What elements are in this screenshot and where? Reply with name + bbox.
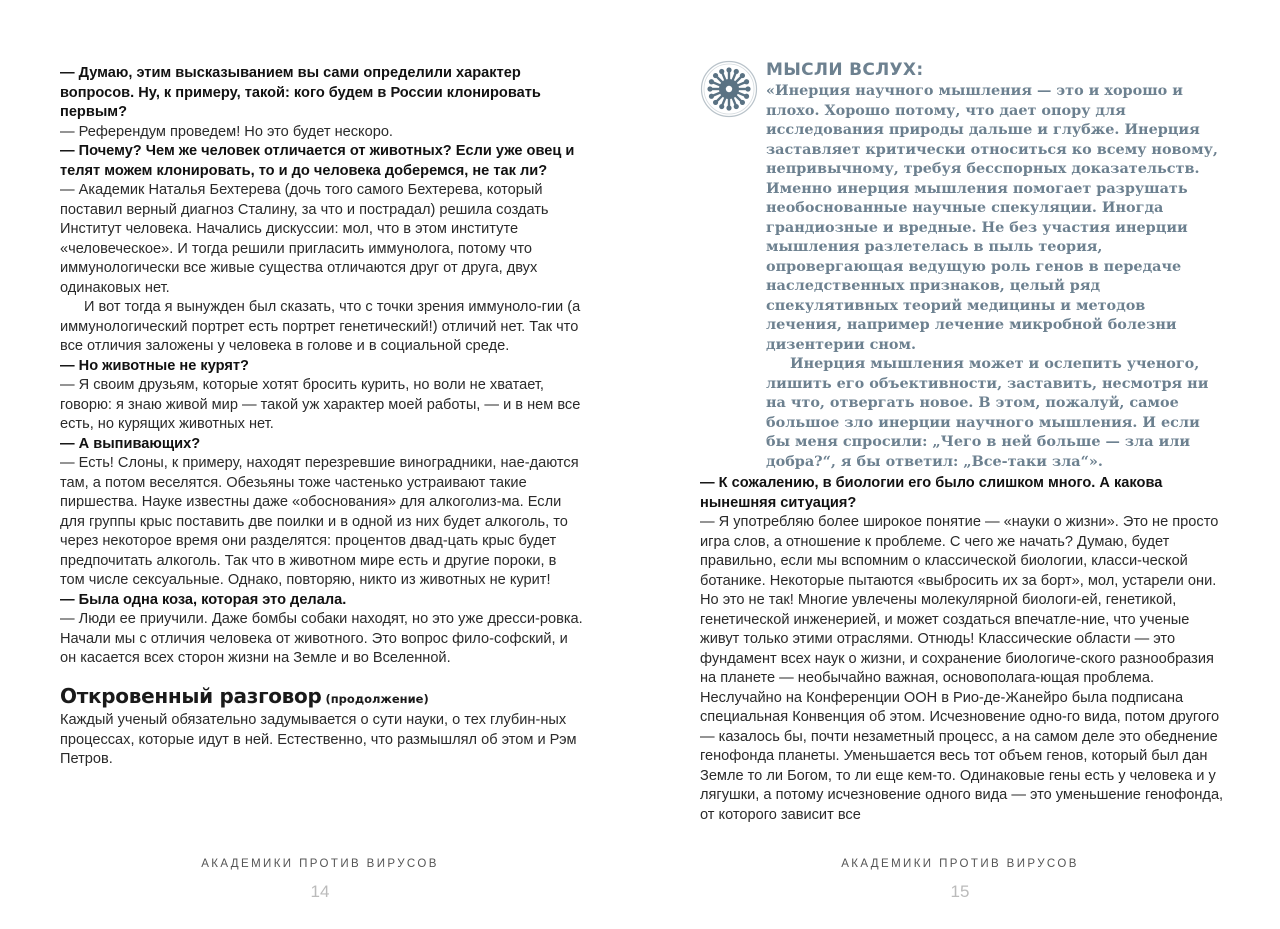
emblem-spike-tip <box>719 69 724 74</box>
interview-answer: — Есть! Слоны, к примеру, находят перезревшие виноградники, нае-даются там, а потом веселятся. Обезьяны тоже частенько устраивают такие пиршества. Науке известны даже «обоснования» для алкоголиз-ма. Если для группы крыс поставить две поилки и в одной из них будет алкоголь, то через некоторое время они разделятся: процентов двад-цать крыс будет предпочитать алкоголь. Так что в животном мире есть и другие пороки, в том числе сексуальные. Однако, повторяю, никто из животных не курит! <box>60 455 579 588</box>
right-page <box>640 0 1280 929</box>
emblem-spike-tip <box>713 100 718 105</box>
running-title: АКАДЕМИКИ ПРОТИВ ВИРУСОВ <box>841 858 1079 870</box>
interview-answer: — Я употребляю более широкое понятие — «науки о жизни». Это не просто игра слов, а отношение к проблеме. С чего же начать? Думаю, будет правильно, если мы вспомним о классической биологии, класси-ческой ботанике. Некоторые пытаются «выбросить их за борт», мол, устарели они. Но это не так! Многие увлечены молекулярной биологи-ей, генетикой, генетической инженерией, и может создаться впечатле-ние, что ученые живут только этими отраслями. Отнюдь! Классические области — это фундамент всех наук о жизни, и сохранение биологиче-ского разнообразия на планете — необычайно важная, основополага-ющая проблема. Неслучайно на Конференции ООН в Рио-де-Жанейро была подписана специальная Конвенция об этом. Исчезновение одно-го вида, потом другого — казалось бы, почти незаметный процесс, а на самом деле это обеднение генофонда планеты. Уменьшается весь тот объем генов, который был дан Земле то ли Богом, то ли еще кем-то. Одинаковые гены есть у человека и у лягушки, а потому исчезновение одного вида — это уменьшение генофонда, от которого зависит все <box>700 514 1224 823</box>
section-heading <box>60 683 585 710</box>
running-title: АКАДЕМИКИ ПРОТИВ ВИРУСОВ <box>201 858 439 870</box>
emblem-spike-tip <box>719 104 724 109</box>
right-text-column <box>700 474 1225 825</box>
virus-emblem-icon <box>700 60 758 118</box>
interview-answer: — Я своим друзьям, которые хотят бросить курить, но воли не хватает, говорю: я знаю живой мир — такой уж характер моей работы, — и в нем все есть, но курящих животных нет. <box>60 377 581 432</box>
interview-question: — Была одна коза, которая это делала. <box>60 591 347 608</box>
emblem-spike-tip <box>734 104 739 109</box>
page-number: 15 <box>950 882 970 901</box>
interview-question: — А выпивающих? <box>60 435 201 452</box>
left-after-heading <box>60 711 585 770</box>
page-number: 14 <box>310 882 330 901</box>
sidebar-body <box>766 60 1225 471</box>
emblem-spike-tip <box>734 69 739 74</box>
interview-answer: — Референдум проведем! Но это будет нескоро. <box>60 123 393 140</box>
interview-question: — К сожалению, в биологии его было слишком много. А какова нынешняя ситуация? <box>700 475 1163 511</box>
interview-question: — Но животные не курят? <box>60 357 249 374</box>
interview-question: — Думаю, этим высказыванием вы сами определили характер вопросов. Ну, к примеру, такой: кого будем в России клонировать первым? <box>60 65 541 120</box>
interview-answer: — Люди ее приучили. Даже бомбы собаки находят, но это уже дресси-ровка. Начали мы с отличия человека от животного. Это вопрос фило-софский, и он касается всех сторон жизни на Земле и во Вселенной. <box>60 611 583 666</box>
right-dialogue <box>700 474 1225 825</box>
emblem-spike-tip <box>709 94 714 99</box>
interview-answer: И вот тогда я вынужден был сказать, что с точки зрения иммуноло-гии (а иммунологический портрет есть портрет генетический!) отличий нет. Так что все отличия заложены у человека в голове и в социальной среде. <box>60 299 581 354</box>
sidebar-quote-paragraph: «Инерция научного мышления — это и хорошо и плохо. Хорошо потому, что дает опору для исследования природы дальше и глубже. Инерция заставляет критически относиться ко всему новому, непривычному, требуя бесспорных доказательств. Именно инерция мышления помогает разрушать необоснованные научные спекуляции. Иногда грандиозные и вредные. Не без участия инерции мышления разлетелась в пыль теория, опровергающая ведущую роль генов в передаче наследственных признаков, целый ряд спекулятивных теорий медицины и методов лечения, например лечение микробной болезни дизентерии сном. <box>766 82 1218 353</box>
interview-answer: Каждый ученый обязательно задумывается о сути науки, о тех глубин-ных процессах, которые идут в ней. Естественно, что размышлял об этом и Рэм Петров. <box>60 712 577 767</box>
sidebar-quote <box>766 81 1225 471</box>
interview-answer: — Академик Наталья Бехтерева (дочь того самого Бехтерева, который поставил верный диагноз Сталину, за что и пострадал) решила создать Институт человека. Начались дискуссии: мол, что в этом институте «человеческое». И тогда решили пригласить иммунолога, потому что иммунологически все живые существа отличаются друг от друга, двух одинаковых нет. <box>60 182 549 296</box>
section-subtitle: (продолжение) <box>325 691 429 706</box>
emblem-spike-tip <box>707 86 712 91</box>
emblem-spike-tip <box>744 94 749 99</box>
sidebar-quote-paragraph: Инерция мышления может и ослепить ученого, лишить его объективности, заставить, несмотря ни на что, отвергать новое. В этом, пожалуй, самое большое зло инерции научного мышления. И если бы меня спросили: „Чего в ней больше — зла или добра?“, я бы ответил: „Все-таки зла“». <box>766 355 1209 470</box>
thoughts-aloud-sidebar <box>700 60 1225 471</box>
emblem-spike-tip <box>745 86 750 91</box>
interview-question: — Почему? Чем же человек отличается от животных? Если уже овец и телят можем клонировать, то и до человека доберемся, не так ли? <box>60 143 575 179</box>
emblem-spike-tip <box>744 79 749 84</box>
emblem-spike-tip <box>726 67 731 72</box>
left-dialogue <box>60 64 585 669</box>
section-title: Откровенный разговор <box>60 683 322 708</box>
emblem-spike-tip <box>709 79 714 84</box>
left-text-column <box>60 64 585 770</box>
emblem-spike-tip <box>740 73 745 78</box>
sidebar-title: МЫСЛИ ВСЛУХ: <box>766 60 924 80</box>
emblem-spike-tip <box>726 105 731 110</box>
emblem-spike-tip <box>713 73 718 78</box>
emblem-spike-tip <box>740 100 745 105</box>
